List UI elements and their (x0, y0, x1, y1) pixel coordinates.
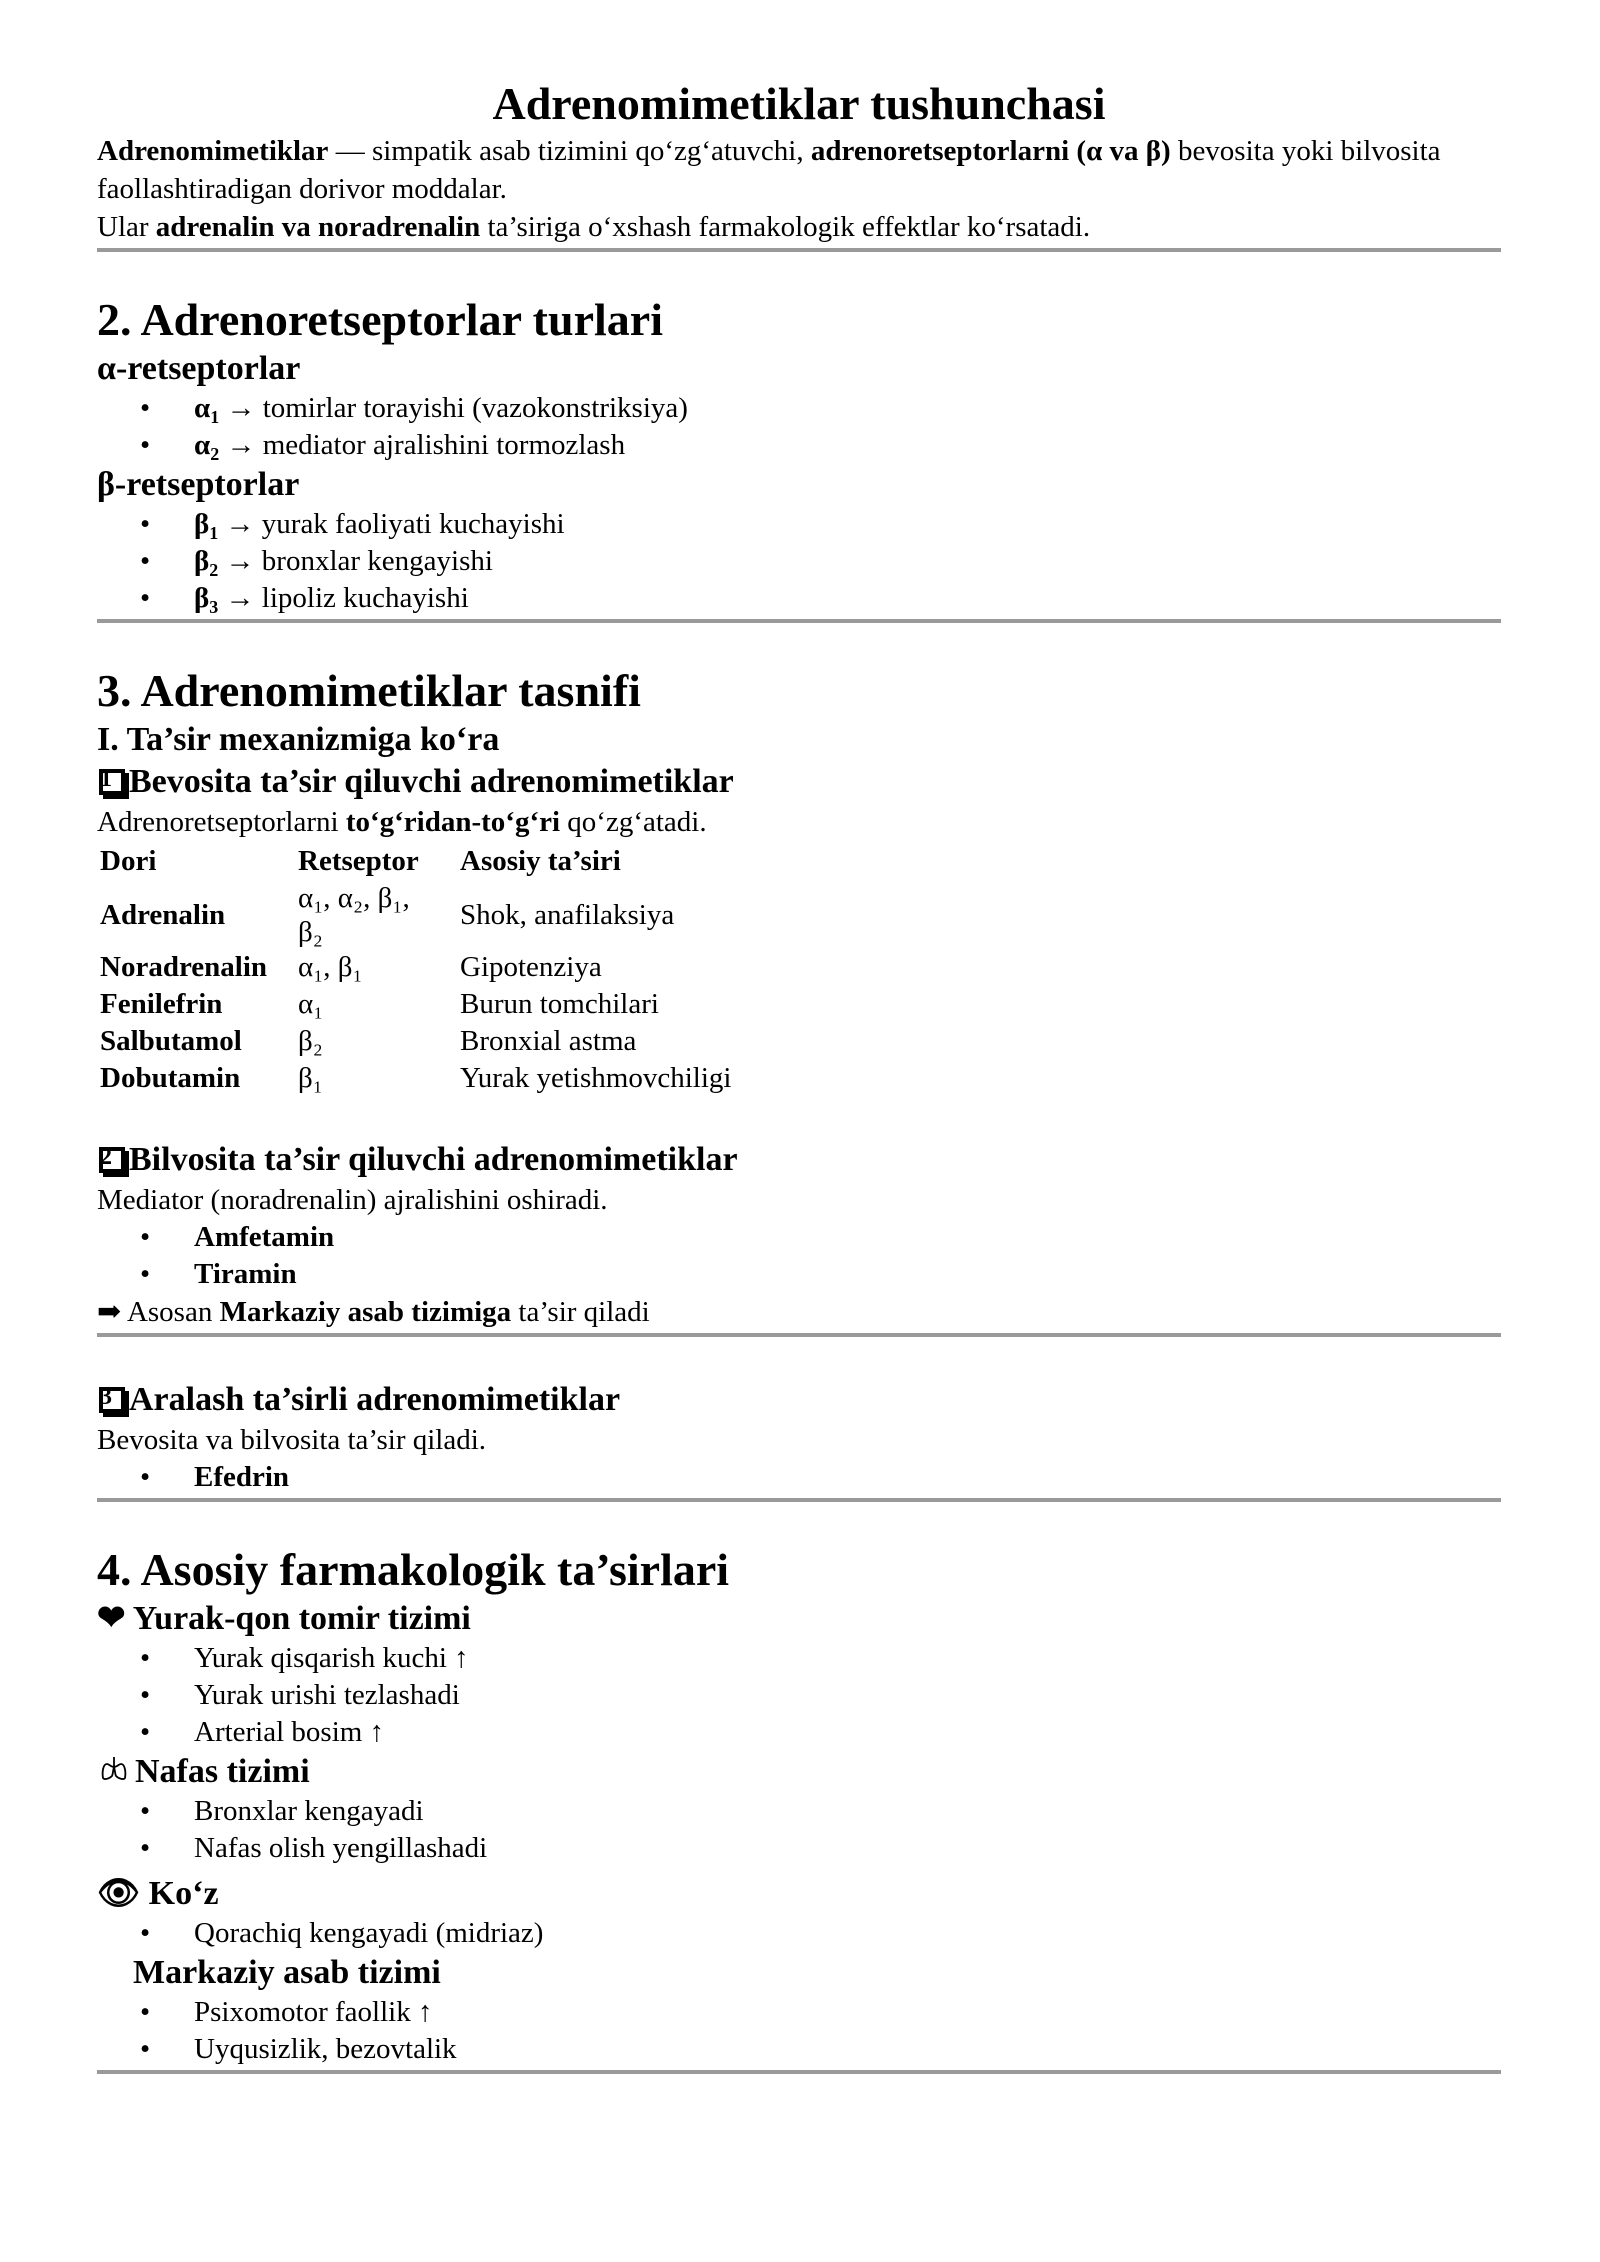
list-item: • Yurak qisqarish kuchi ↑ (97, 1640, 1501, 1677)
list-item: • $\alpha_1$ → tomirlar torayishi (vazokonstriksiya) (97, 390, 1501, 427)
table-row: Dobutamin β₁ Yurak yetishmovchiligi (100, 1062, 732, 1094)
direct-group-heading: 1 Bevosita ta’sir qiluvchi adrenomimetiklar (100, 763, 734, 800)
table-row: Salbutamol β₂ Bronxial astma (100, 1025, 637, 1057)
divider (97, 248, 1501, 252)
list-item: • Yurak urishi tezlashadi (97, 1677, 1501, 1714)
list-item: • Qorachiq kengayadi (midriaz) (97, 1915, 1501, 1952)
alpha-receptors-heading: α-retseptorlar (97, 350, 301, 387)
number-box-icon: 1 (99, 769, 125, 795)
mixed-group-heading: 3 Aralash ta’sirli adrenomimetiklar (100, 1381, 621, 1418)
table-header-row: Dori Retseptor Asosiy ta’siri (100, 845, 621, 877)
mixed-drug-list (97, 1459, 1501, 1496)
beta-receptors-heading: β-retseptorlar (97, 466, 300, 503)
list-item: • Tiramin (97, 1256, 1501, 1293)
list-item: • Efedrin (97, 1459, 1501, 1496)
beta-receptor-list (97, 506, 1501, 617)
list-item: • $\alpha_2$ → mediator ajralishini tormozlash (97, 427, 1501, 464)
system-heading-eye: 👁 Ko‘z (97, 1875, 219, 1912)
cardio-effects-list (97, 1640, 1501, 1751)
eye-icon: 👁 (97, 1875, 141, 1912)
document-page (97, 76, 1501, 2074)
heart-icon: ❤ (97, 1600, 126, 1637)
alpha-receptor-list (97, 390, 1501, 464)
drug-table (97, 841, 734, 1097)
list-item: • Bronxlar kengayadi (97, 1793, 1501, 1830)
list-item: • Nafas olish yengillashadi (97, 1830, 1501, 1867)
section-3-heading: 3. Adrenomimetiklar tasnifi (97, 665, 641, 716)
intro-paragraph: Adrenomimetiklar — simpatik asab tizimini qo‘zg‘atuvchi, adrenoretseptorlarni (α va β) bevosita yoki bilvosita faollashtiradigan dorivor moddalar. (97, 135, 1441, 205)
indirect-drug-list (97, 1219, 1501, 1293)
divider (97, 619, 1501, 623)
list-item: • Psixomotor faollik ↑ (97, 1994, 1501, 2031)
table-row: Adrenalin α₁, α₂, β₁, β₂ Shok, anafilaksiya (100, 882, 675, 948)
list-item: • $\beta_3$ → lipoliz kuchayishi (97, 580, 1501, 617)
eye-effects-list (97, 1915, 1501, 1952)
section-4-heading: 4. Asosiy farmakologik ta’sirlari (97, 1544, 730, 1595)
list-item: • Uyqusizlik, bezovtalik (97, 2031, 1501, 2068)
mixed-group-desc: Bevosita va bilvosita ta’sir qiladi. (97, 1424, 487, 1456)
list-item: • Amfetamin (97, 1219, 1501, 1256)
intro-second-line: Ular adrenalin va noradrenalin ta’siriga o‘xshash farmakologik effektlar ko‘rsatadi. (97, 211, 1091, 243)
list-item: • Arterial bosim ↑ (97, 1714, 1501, 1751)
section-2-heading: 2. Adrenoretseptorlar turlari (97, 294, 663, 345)
table-row: Noradrenalin α₁, β₁ Gipotenziya (100, 951, 602, 983)
system-heading-respiratory: Nafas tizimi (97, 1751, 1501, 1793)
lungs-icon (97, 1751, 131, 1793)
system-heading-cns: Markaziy asab tizimi (133, 1954, 441, 1991)
intro-term: Adrenomimetiklar (97, 135, 329, 167)
table-row: Fenilefrin α₁ Burun tomchilari (100, 988, 659, 1020)
list-item: • $\beta_2$ → bronxlar kengayishi (97, 543, 1501, 580)
mechanism-subheading: I. Ta’sir mexanizmiga ko‘ra (97, 721, 500, 758)
divider (97, 2070, 1501, 2074)
divider (97, 1333, 1501, 1337)
list-item: • $\beta_1$ → yurak faoliyati kuchayishi (97, 506, 1501, 543)
page-title: Adrenomimetiklar tushunchasi (492, 78, 1106, 129)
number-box-icon: 3 (99, 1387, 125, 1413)
system-heading-cardio: ❤ Yurak-qon tomir tizimi (97, 1600, 471, 1637)
indirect-group-heading: 2 Bilvosita ta’sir qiluvchi adrenomimetiklar (100, 1141, 738, 1178)
cns-effects-list (97, 1994, 1501, 2068)
indirect-group-desc: Mediator (noradrenalin) ajralishini oshiradi. (97, 1184, 608, 1216)
cns-note: ➡ Asosan Markaziy asab tizimiga ta’sir qiladi (97, 1296, 650, 1328)
divider (97, 1498, 1501, 1502)
direct-group-desc: Adrenoretseptorlarni to‘g‘ridan-to‘g‘ri qo‘zg‘atadi. (97, 806, 707, 838)
respiratory-effects-list (97, 1793, 1501, 1867)
number-box-icon: 2 (99, 1147, 125, 1173)
